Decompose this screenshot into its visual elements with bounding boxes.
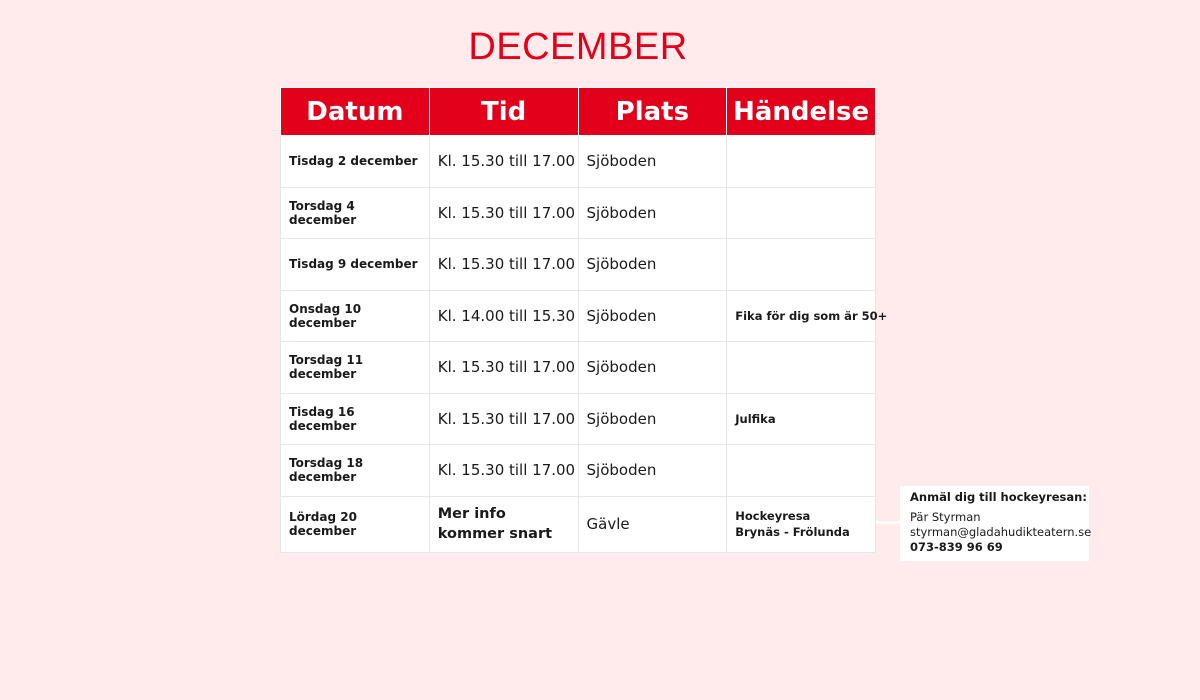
event-cell	[727, 445, 876, 497]
date-cell: Torsdag 11 december	[281, 342, 430, 394]
event-cell	[727, 393, 876, 445]
place-cell: Sjöboden	[578, 136, 727, 188]
date-cell: Onsdag 10 december	[281, 290, 430, 342]
column-header-handelse: Händelse	[727, 88, 876, 136]
time-text: Kl. 15.30 till 17.00	[437, 255, 576, 274]
contact-name: Pär Styrman	[910, 510, 981, 524]
column-header-plats: Plats	[578, 88, 727, 136]
time-cell	[429, 496, 578, 552]
time-text: Kl. 15.30 till 17.00	[437, 152, 576, 171]
time-cell	[429, 342, 578, 394]
time-cell	[429, 445, 578, 497]
place-cell: Sjöboden	[578, 445, 727, 497]
date-cell: Lördag 20 december	[281, 496, 430, 552]
place-cell: Sjöboden	[578, 187, 727, 239]
event-text: Brynäs - Frölunda	[735, 525, 850, 539]
table-row	[281, 342, 876, 394]
column-header-tid: Tid	[429, 88, 578, 136]
schedule-table	[280, 87, 888, 553]
place-cell: Gävle	[578, 496, 727, 552]
time-text: Kl. 14.00 till 15.30	[437, 306, 576, 325]
time-text: Mer info	[437, 506, 506, 522]
time-cell	[429, 136, 578, 188]
date-cell: Tisdag 9 december	[281, 239, 430, 291]
table-row	[281, 136, 876, 188]
date-cell: Tisdag 16 december	[281, 393, 430, 445]
event-text: Julfika	[735, 411, 776, 426]
time-text: kommer snart	[437, 526, 553, 542]
event-cell	[727, 136, 876, 188]
place-cell: Sjöboden	[578, 290, 727, 342]
event-text: Hockeyresa	[735, 509, 811, 523]
table-row	[281, 496, 876, 552]
table-row	[281, 445, 876, 497]
time-text: Kl. 15.30 till 17.00	[437, 358, 576, 377]
time-cell	[429, 290, 578, 342]
contact-email[interactable]: styrman@gladahudikteatern.se	[910, 525, 1092, 539]
table-header-row	[281, 88, 876, 136]
time-text: Kl. 15.30 till 17.00	[437, 409, 576, 428]
time-text: Kl. 15.30 till 17.00	[437, 461, 576, 480]
event-cell	[727, 187, 876, 239]
time-cell	[429, 187, 578, 239]
info-connector-line	[876, 521, 901, 524]
info-box-title: Anmäl dig till hockeyresan:	[910, 490, 1087, 504]
event-cell	[727, 290, 888, 342]
event-cell	[727, 239, 876, 291]
column-header-datum: Datum	[281, 88, 430, 136]
page-title: DECEMBER	[468, 26, 688, 68]
place-cell: Sjöboden	[578, 393, 727, 445]
time-text: Kl. 15.30 till 17.00	[437, 203, 576, 222]
table-row	[281, 187, 876, 239]
date-cell: Torsdag 18 december	[281, 445, 430, 497]
table-row	[281, 393, 876, 445]
place-cell: Sjöboden	[578, 239, 727, 291]
time-cell	[429, 239, 578, 291]
place-cell: Sjöboden	[578, 342, 727, 394]
date-cell: Tisdag 2 december	[281, 136, 430, 188]
date-cell: Torsdag 4 december	[281, 187, 430, 239]
contact-phone[interactable]: 073-839 96 69	[910, 540, 1003, 554]
table-row	[281, 290, 876, 342]
time-cell	[429, 393, 578, 445]
hockey-signup-box	[900, 486, 1092, 561]
event-text: Fika för dig som är 50+	[735, 308, 888, 323]
event-cell	[727, 342, 876, 394]
event-cell	[727, 496, 876, 552]
table-row	[281, 239, 876, 291]
